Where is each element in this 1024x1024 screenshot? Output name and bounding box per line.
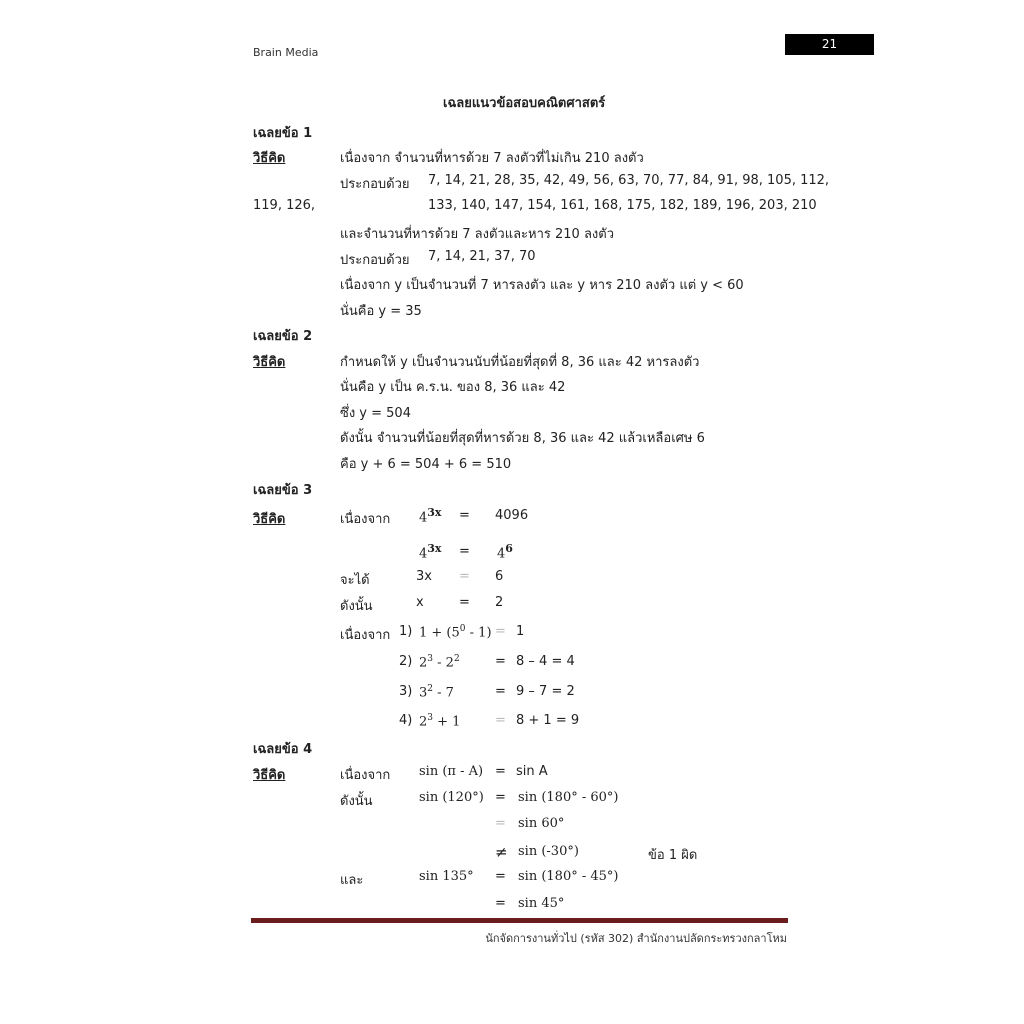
q3-eq1-rhs: 4096: [495, 508, 529, 523]
q1-method-label: วิธีคิด: [253, 151, 286, 166]
q4-sin45: sin 45°: [518, 896, 565, 911]
q4-identity-sign: =: [495, 764, 506, 779]
q4-lae-label: และ: [340, 873, 364, 888]
q3-choice-2-expr: $2^3 - 2^2$: [419, 654, 460, 671]
q3-method-label: วิธีคิด: [253, 512, 286, 527]
q3-choice-2-num: 2): [399, 654, 413, 669]
q4-sin135-sign: =: [495, 869, 506, 884]
q1-line-7: นั่นคือ y = 35: [340, 304, 422, 319]
q4-sin45-sign: =: [495, 896, 506, 911]
q1-line-3-start: 119, 126,: [253, 198, 316, 213]
page-number: 21: [785, 34, 874, 55]
q3-choice-4-result: 8 + 1 = 9: [516, 713, 580, 728]
q3-eq3-sign: =: [459, 569, 470, 584]
q3-choice-3-num: 3): [399, 684, 413, 699]
q4-note-wrong: ข้อ 1 ผิด: [648, 848, 698, 863]
footer-text: นักจัดการงานทั่วไป (รหัส 302) สำนักงานปลัดกระทรวงกลาโหม: [485, 932, 787, 945]
q3-jadai-label: จะได้: [340, 573, 370, 588]
q3-choice-4-expr: $2^3 + 1$: [419, 713, 461, 730]
q1-line-2-label: ประกอบด้วย: [340, 177, 410, 192]
footer-divider: [251, 918, 788, 923]
q1-line-5-label: ประกอบด้วย: [340, 253, 410, 268]
q2-line-3: ซึ่ง y = 504: [340, 406, 411, 421]
q3-dangnan-label: ดังนั้น: [340, 599, 373, 614]
q4-sin120-sign: =: [495, 790, 506, 805]
page-title: เฉลยแนวข้อสอบคณิตศาสตร์: [443, 96, 606, 111]
q3-since2-label: เนื่องจาก: [340, 628, 391, 643]
q2-method-label: วิธีคิด: [253, 355, 286, 370]
q1-line-1: เนื่องจาก จำนวนที่หารด้วย 7 ลงตัวที่ไม่เกิน 210 ลงตัว: [340, 151, 644, 166]
q3-choice-1-expr: $1 + (5^0 - 1)$: [419, 624, 492, 641]
q3-since-label: เนื่องจาก: [340, 512, 391, 527]
q2-line-1: กำหนดให้ y เป็นจำนวนนับที่น้อยที่สุดที่ 8, 36 และ 42 หารลงตัว: [340, 355, 700, 370]
q3-eq4-lhs: x: [416, 595, 424, 610]
q1-line-6: เนื่องจาก y เป็นจำนวนที่ 7 หารลงตัว และ y หาร 210 ลงตัว แต่ y < 60: [340, 278, 744, 293]
q3-eq2-rhs: $4^6$: [497, 542, 513, 562]
q3-choice-1-num: 1): [399, 624, 413, 639]
q3-eq3-rhs: 6: [495, 569, 504, 584]
q3-eq2-lhs: $4^{3x}$: [419, 542, 442, 562]
q4-identity-rhs: sin A: [516, 764, 548, 779]
q3-eq1-lhs: $4^{3x}$: [419, 506, 442, 526]
q4-sin180-60: sin (180° - 60°): [518, 790, 619, 805]
q4-sin120: sin (120°): [419, 790, 484, 805]
q4-sin180-45: sin (180° - 45°): [518, 869, 619, 884]
q4-neq-sign: ≠: [495, 843, 508, 861]
q2-line-4: ดังนั้น จำนวนที่น้อยที่สุดที่หารด้วย 8, 36 และ 42 แล้วเหลือเศษ 6: [340, 431, 705, 446]
q2-line-2: นั่นคือ y เป็น ค.ร.น. ของ 8, 36 และ 42: [340, 380, 566, 395]
q1-line-4: และจำนวนที่หารด้วย 7 ลงตัวและหาร 210 ลงตัว: [340, 227, 615, 242]
q1-heading: เฉลยข้อ 1: [253, 126, 313, 141]
q3-eq4-rhs: 2: [495, 595, 504, 610]
q4-sin135: sin 135°: [419, 869, 474, 884]
q4-sin60-sign: =: [495, 816, 506, 831]
q3-choice-3-result: 9 – 7 = 2: [516, 684, 575, 699]
header-brand: Brain Media: [253, 46, 319, 59]
q4-since-label: เนื่องจาก: [340, 768, 391, 783]
q3-choice-2-result: 8 – 4 = 4: [516, 654, 575, 669]
q3-eq3-lhs: 3x: [416, 569, 432, 584]
q2-heading: เฉลยข้อ 2: [253, 329, 313, 344]
q3-choice-1-result: 1: [516, 624, 525, 639]
q4-dangnan-label: ดังนั้น: [340, 794, 373, 809]
q3-choice-3-sign: =: [495, 684, 506, 699]
q4-identity-lhs: sin (π - A): [419, 764, 484, 779]
q2-line-5: คือ y + 6 = 504 + 6 = 510: [340, 457, 512, 472]
q4-method-label: วิธีคิด: [253, 768, 286, 783]
q3-heading: เฉลยข้อ 3: [253, 483, 313, 498]
q1-line-5-values: 7, 14, 21, 37, 70: [428, 249, 536, 264]
q4-sin60: sin 60°: [518, 816, 565, 831]
q3-choice-3-expr: $3^2 - 7$: [419, 684, 454, 701]
q3-choice-4-sign: =: [495, 713, 506, 728]
q3-choice-1-sign: =: [495, 624, 506, 639]
q3-eq2-sign: =: [459, 544, 470, 559]
q3-eq1-sign: =: [459, 508, 470, 523]
q3-choice-2-sign: =: [495, 654, 506, 669]
q1-line-2-values: 7, 14, 21, 28, 35, 42, 49, 56, 63, 70, 77, 84, 91, 98, 105, 112,: [428, 173, 830, 188]
q4-sin-neg30: sin (-30°): [518, 844, 579, 859]
q4-heading: เฉลยข้อ 4: [253, 742, 313, 757]
q3-eq4-sign: =: [459, 595, 470, 610]
q1-line-3-values: 133, 140, 147, 154, 161, 168, 175, 182, 189, 196, 203, 210: [428, 198, 817, 213]
q3-choice-4-num: 4): [399, 713, 413, 728]
